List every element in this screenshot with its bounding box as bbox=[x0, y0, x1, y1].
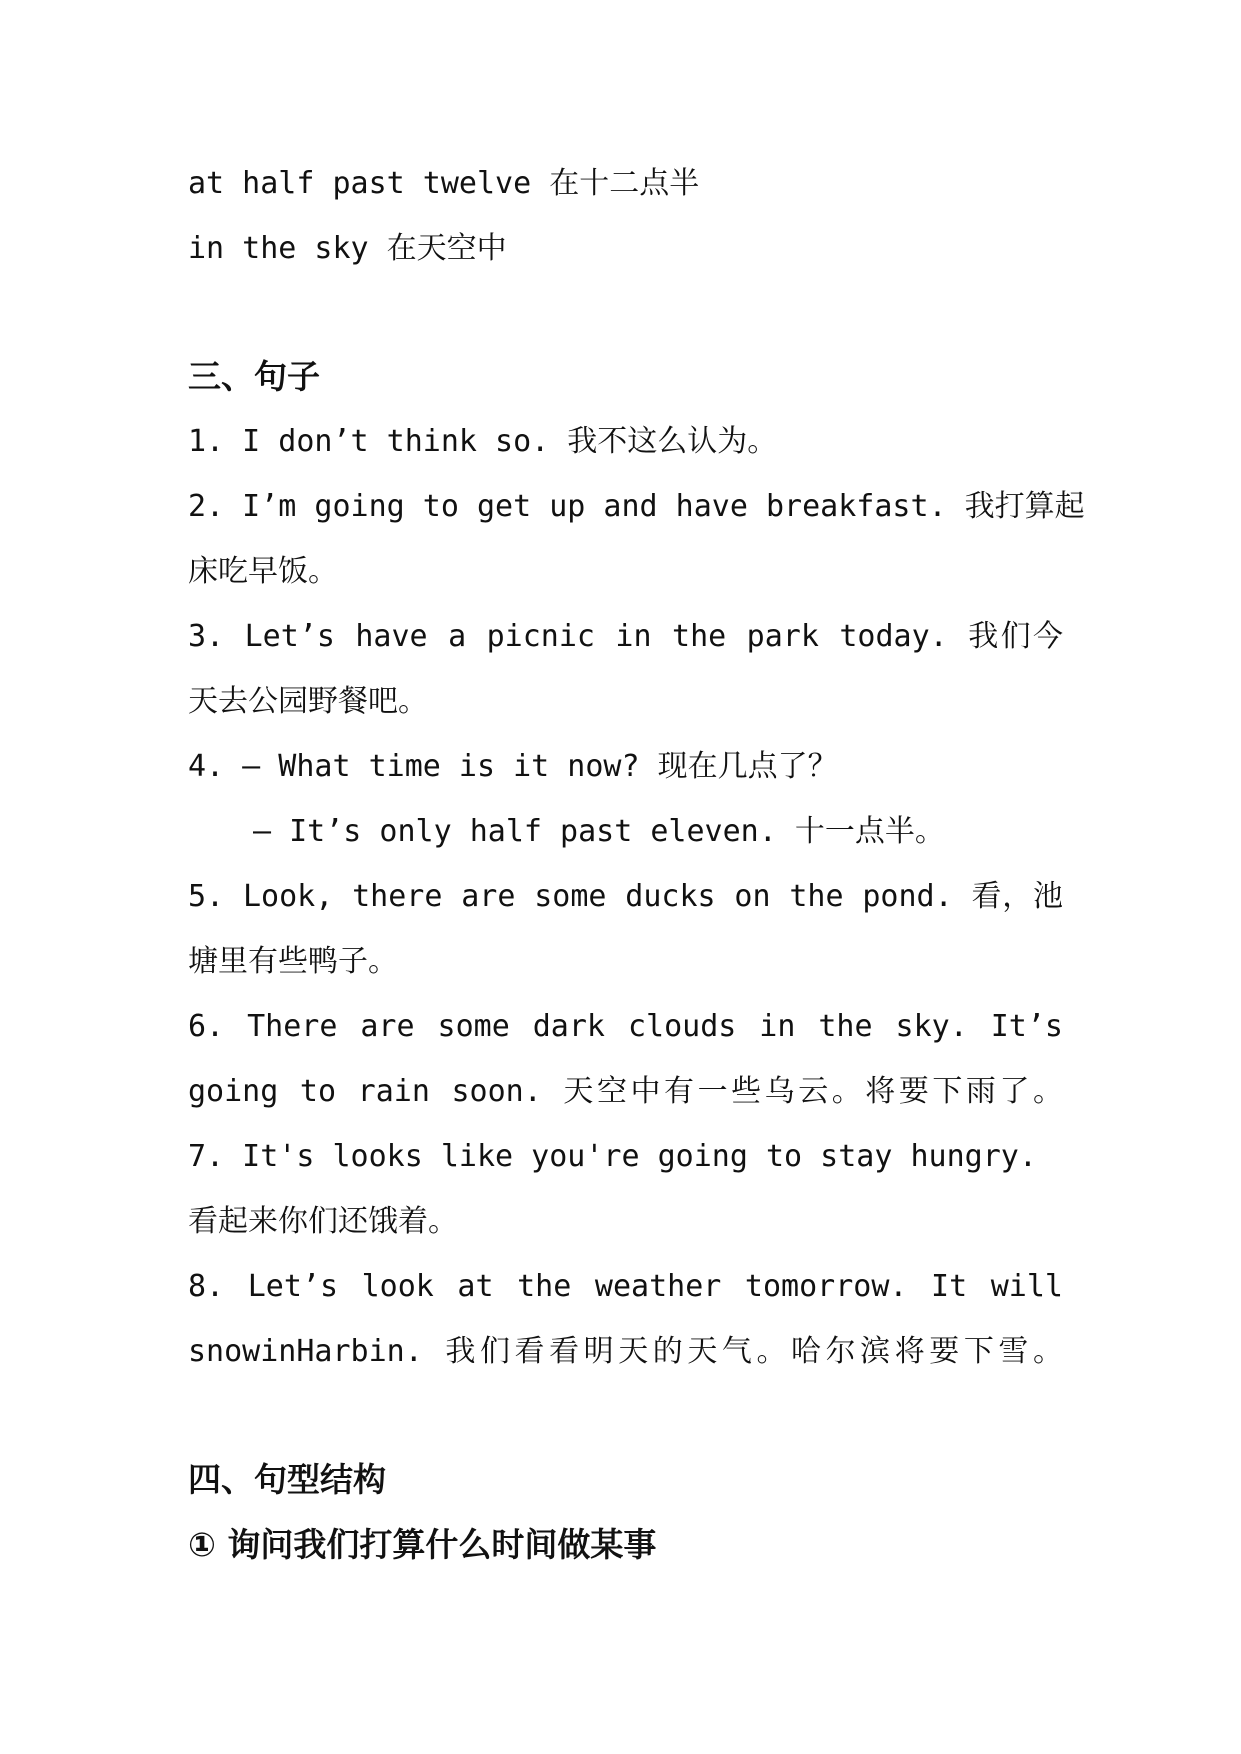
sentence-line: 5. Look, there are some ducks on the pond. 看，池 bbox=[188, 879, 1063, 914]
sentence-line: snowinHarbin. 我们看看明天的天气。哈尔滨将要下雪。 bbox=[188, 1334, 1063, 1369]
sentence-line: 7. It's looks like you're going to stay hungry. bbox=[188, 1139, 1037, 1174]
sentence-line: 看起来你们还饿着。 bbox=[188, 1204, 458, 1239]
section-heading-structures: 四、句型结构 bbox=[188, 1460, 386, 1499]
structure-item: ① 询问我们打算什么时间做某事 bbox=[188, 1525, 657, 1564]
sentence-line: 2. I’m going to get up and have breakfast. 我打算起 bbox=[188, 489, 1085, 524]
sentence-line: going to rain soon. 天空中有一些乌云。将要下雨了。 bbox=[188, 1074, 1063, 1109]
sentence-line: 3. Let’s have a picnic in the park today. 我们今 bbox=[188, 619, 1063, 654]
sentence-line: 塘里有些鸭子。 bbox=[188, 944, 398, 979]
sentence-line: 4. — What time is it now? 现在几点了？ bbox=[188, 749, 838, 784]
phrase-line: at half past twelve 在十二点半 bbox=[188, 166, 700, 201]
sentence-line: 床吃早饭。 bbox=[188, 554, 338, 589]
sentence-line: 8. Let’s look at the weather tomorrow. It will bbox=[188, 1269, 1063, 1304]
sentence-line: — It’s only half past eleven. 十一点半。 bbox=[253, 814, 945, 849]
sentence-line: 6. There are some dark clouds in the sky. It’s bbox=[188, 1009, 1063, 1044]
phrase-line: in the sky 在天空中 bbox=[188, 231, 507, 266]
sentence-line: 1. I don’t think so. 我不这么认为。 bbox=[188, 424, 778, 459]
sentence-line: 天去公园野餐吧。 bbox=[188, 684, 428, 719]
section-heading-sentences: 三、句子 bbox=[188, 357, 320, 396]
